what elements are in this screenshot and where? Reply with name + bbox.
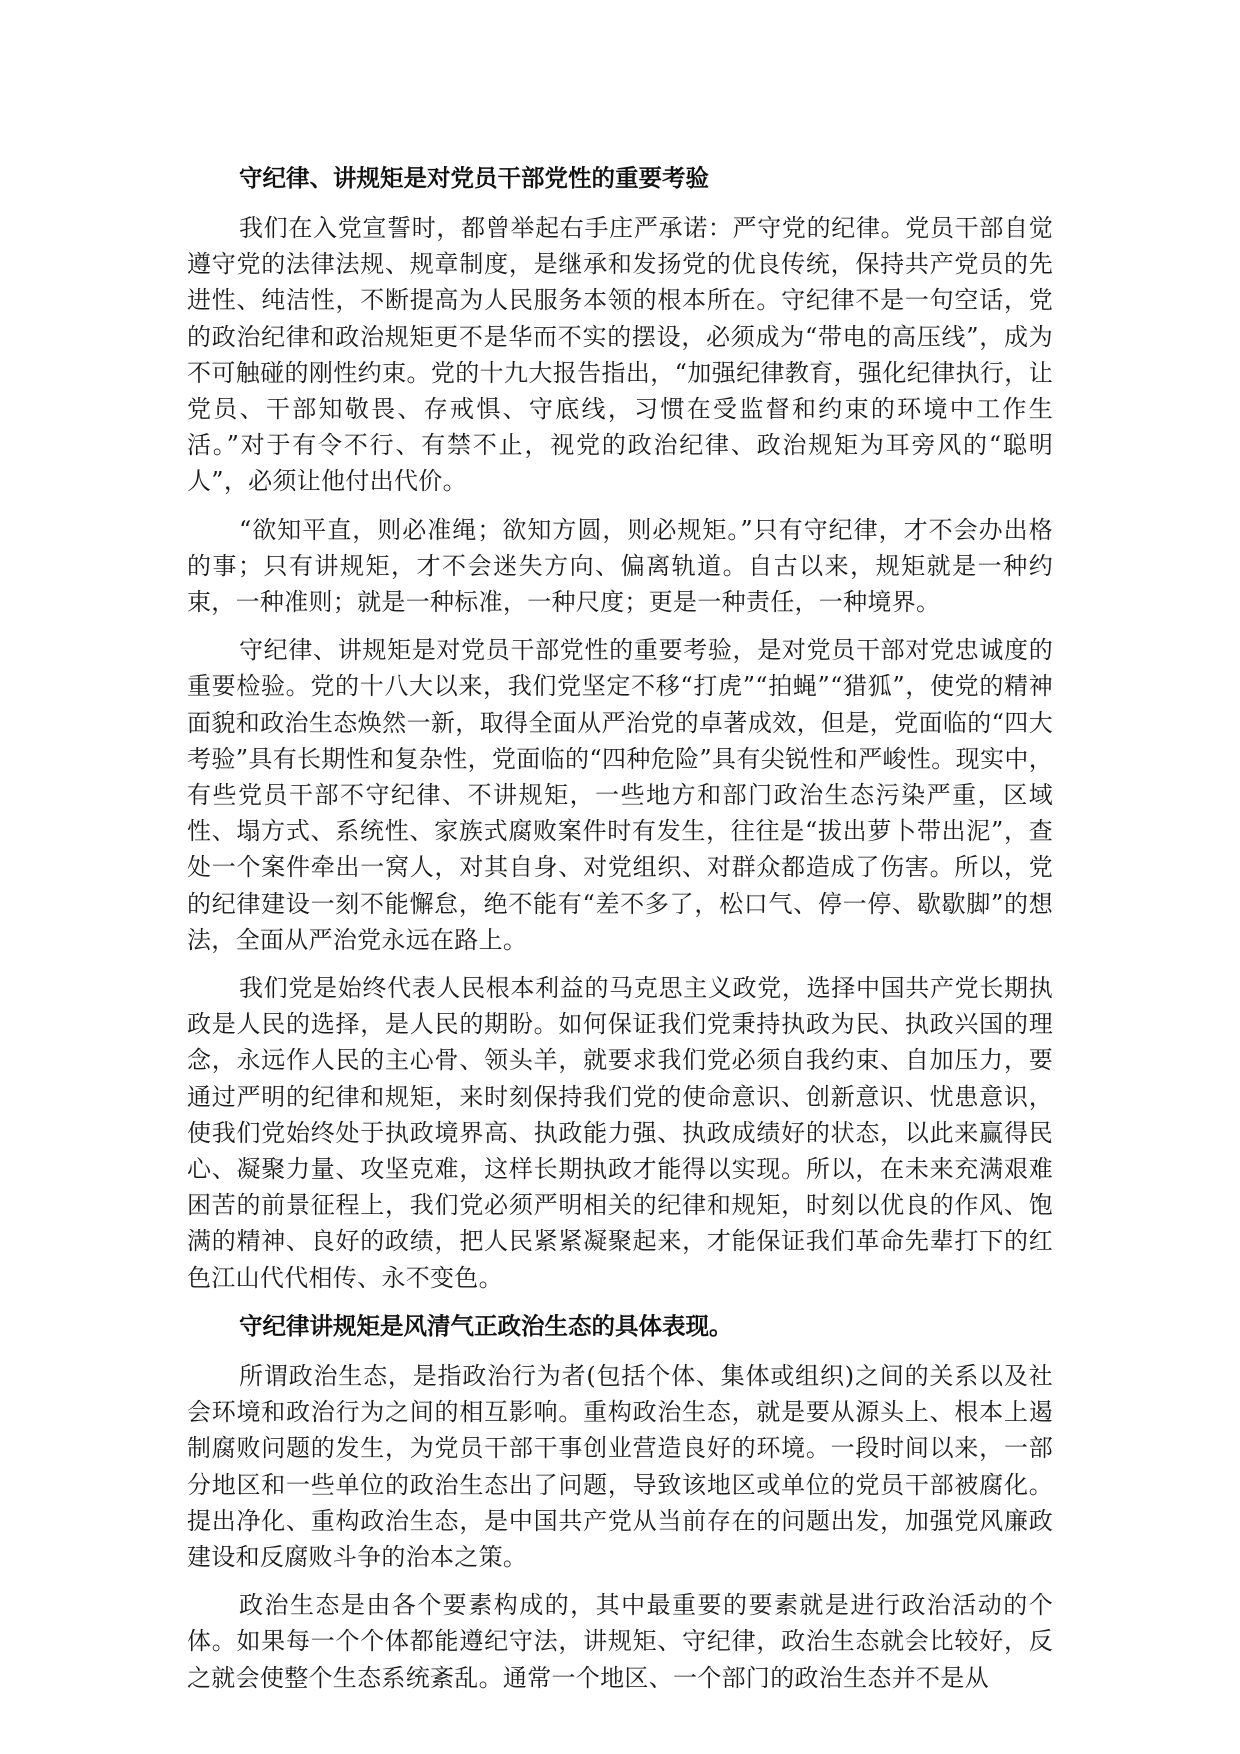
- paragraph-political-ecology-definition: 所谓政治生态，是指政治行为者(包括个体、集体或组织)之间的关系以及社会环境和政治行为之间的相互影响。重构政治生态，就是要从源头上、根本上遏制腐败问题的发生，为党员干部干事创业营造良好的环境。一段时间以来，一部分地区和一些单位的政治生态出了问题，导致该地区或单位的党员干部被腐化。提出净化、重构政治生态，是中国共产党从当前存在的问题出发，加强党风廉政建设和反腐败斗争的治本之策。: [187, 1361, 1053, 1571]
- paragraph-long-term-governance: 我们党是始终代表人民根本利益的马克思主义政党，选择中国共产党长期执政是人民的选择，是人民的期盼。如何保证我们党秉持执政为民、执政兴国的理念，永远作人民的主心骨、领头羊，就要求我们党必须自我约束、自加压力，要通过严明的纪律和规矩，来时刻保持我们党的使命意识、创新意识、忧患意识，使我们党始终处于执政境界高、执政能力强、执政成绩好的状态，以此来赢得民心、凝聚力量、攻坚克难，这样长期执政才能得以实现。所以，在未来充满艰难困苦的前景征程上，我们党必须严明相关的纪律和规矩，时刻以优良的作风、饱满的精神、良好的政绩，把人民紧紧凝聚起来，才能保证我们革命先辈打下的红色江山代代相传、永不变色。: [187, 974, 1053, 1292]
- section-heading-discipline-test: 守纪律、讲规矩是对党员干部党性的重要考验: [239, 164, 709, 192]
- paragraph-political-ecology-elements: 政治生态是由各个要素构成的，其中最重要的要素就是进行政治活动的个体。如果每一个个体都能遵纪守法，讲规矩、守纪律，政治生态就会比较好，反之就会使整个生态系统紊乱。通常一个地区、一个部门的政治生态并不是从: [187, 1591, 1053, 1692]
- paragraph-oath: 我们在入党宣誓时，都曾举起右手庄严承诺：严守党的纪律。党员干部自觉遵守党的法律法规、规章制度，是继承和发扬党的优良传统，保持共产党员的先进性、纯洁性，不断提高为人民服务本领的根本所在。守纪律不是一句空话，党的政治纪律和政治规矩更不是华而不实的摆设，必须成为“带电的高压线”，成为不可触碰的刚性约束。党的十九大报告指出，“加强纪律教育，强化纪律执行，让党员、干部知敬畏、存戒惧、守底线，习惯在受监督和约束的环境中工作生活。”对于有令不行、有禁不止，视党的政治纪律、政治规矩为耳旁风的“聪明人”，必须让他付出代价。: [187, 214, 1053, 496]
- section-heading-political-ecology: 守纪律讲规矩是风清气正政治生态的具体表现。: [239, 1311, 733, 1340]
- paragraph-rules-quote: “欲知平直，则必准绳；欲知方圆，则必规矩。”只有守纪律，才不会办出格的事；只有讲规矩，才不会迷失方向、偏离轨道。自古以来，规矩就是一种约束，一种准则；就是一种标准，一种尺度；更是一种责任，一种境界。: [187, 515, 1053, 617]
- paragraph-party-spirit: 守纪律、讲规矩是对党员干部党性的重要考验，是对党员干部对党忠诚度的重要检验。党的十八大以来，我们党坚定不移“打虎”“拍蝇”“猎狐”，使党的精神面貌和政治生态焕然一新，取得全面从严治党的卓著成效，但是，党面临的“四大考验”具有长期性和复杂性，党面临的“四种危险”具有尖锐性和严峻性。现实中，有些党员干部不守纪律、不讲规矩，一些地方和部门政治生态污染严重，区域性、塌方式、系统性、家族式腐败案件时有发生，往往是“拔出萝卜带出泥”，查处一个案件牵出一窝人，对其自身、对党组织、对群众都造成了伤害。所以，党的纪律建设一刻不能懈怠，绝不能有“差不多了，松口气、停一停、歇歇脚”的想法，全面从严治党永远在路上。: [187, 636, 1053, 954]
